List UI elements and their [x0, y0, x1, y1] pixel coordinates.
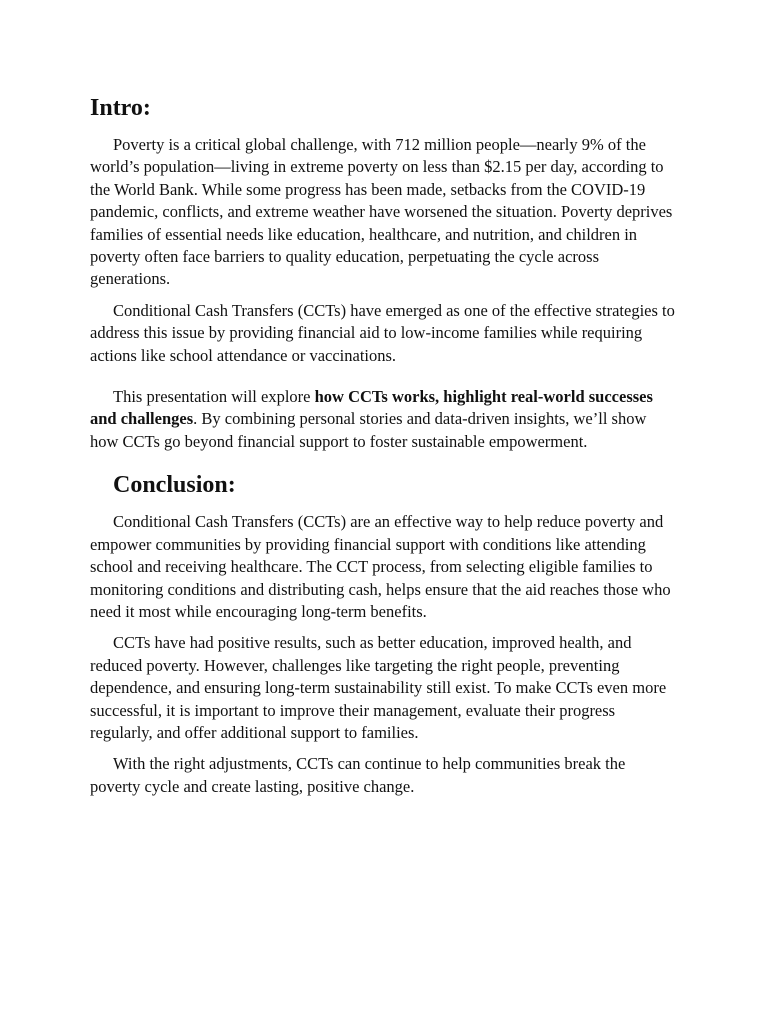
conclusion-heading: Conclusion:: [113, 472, 236, 499]
conclusion-paragraph-2: CCTs have had positive results, such as better education, improved health, and reduced poverty. However, challenges like targeting the right people, preventing dependence, and ensuring long-term sustainability still exist. To make CCTs even more successful, it is important to improve their management, evaluate their progress regularly, and offer additional support to families.: [90, 633, 667, 742]
intro-paragraph-3: [90, 386, 678, 453]
conclusion-section: [90, 470, 678, 798]
intro-p3-tail: . By combining personal stories and data-driven insights, we’ll show how CCTs go beyond financial support to foster sustainable empowerment.: [90, 409, 647, 451]
intro-p3-emphasis: how CCTs works, highlight real-world successes and challenges: [90, 387, 653, 429]
intro-paragraph-2: Conditional Cash Transfers (CCTs) have emerged as one of the effective strategies to address this issue by providing financial aid to low-income families while requiring actions like school attendance or vaccinations.: [90, 300, 675, 365]
document-page: [90, 93, 678, 807]
intro-heading: Intro:: [90, 95, 151, 121]
intro-section: [90, 93, 678, 453]
intro-p3-lead: This presentation will explore: [113, 387, 315, 407]
intro-paragraph-1: Poverty is a critical global challenge, with 712 million people—nearly 9% of the world’s population—living in extreme poverty on less than $2.15 per day, according to the World Bank. While some progress has been made, setbacks from the COVID-19 pandemic, conflicts, and extreme weather have worsened the situation. Poverty deprives families of essential needs like education, healthcare, and nutrition, and children in poverty often face barriers to quality education, perpetuating the cycle across generations.: [90, 135, 673, 289]
conclusion-paragraph-1: Conditional Cash Transfers (CCTs) are an effective way to help reduce poverty and empower communities by providing financial support with conditions like attending school and receiving healthcare. The CCT process, from selecting eligible families to monitoring conditions and distributing cash, helps ensure that the aid reaches those who need it most while encouraging long-term benefits.: [90, 512, 671, 621]
conclusion-paragraph-3: With the right adjustments, CCTs can continue to help communities break the poverty cycle and create lasting, positive change.: [90, 754, 626, 796]
